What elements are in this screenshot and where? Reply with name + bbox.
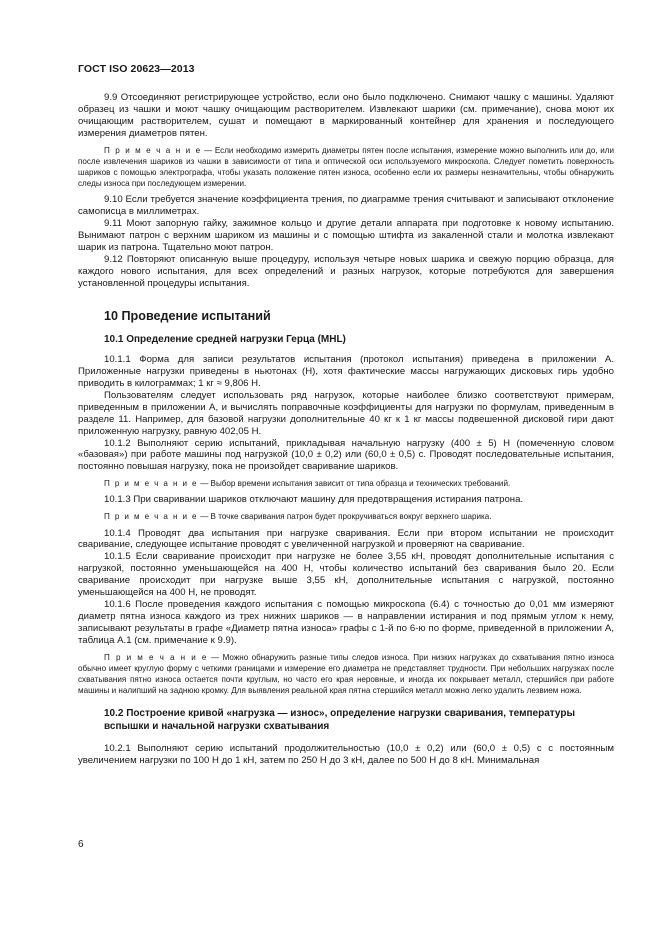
paragraph-9-10: 9.10 Если требуется значение коэффициента трения, по диаграмме трения считывают и записывают отклонение самописца в миллиметрах. <box>78 194 614 218</box>
note-label: П р и м е ч а н и е <box>104 512 198 522</box>
section-10-1-heading: 10.1 Определение средней нагрузки Герца (MHL) <box>104 333 346 345</box>
note-text: — Выбор времени испытания зависит от типа образца и технических требований. <box>197 479 511 489</box>
note-text: — Если необходимо измерить диаметры пятен после испытания, измерение можно выполнить или до, или после извлечения шариков из чашки в зависимости от типа и оптической оси используемого микроскопа. Следует пометить поверхность шариков с помощью электрографа, чтобы указать положение пятен износа, особенно если их размеры незначительны, чтобы обнаружить следы износа при последующем измерении. <box>78 145 614 189</box>
paragraph-10-1-5: 10.1.5 Если сваривание происходит при нагрузке не более 3,55 кН, проводят дополнительные испытания с нагрузкой, постоянно уменьшающейся на 400 Н, чтобы количество испытаний без сваривания было 20. Если сваривание происходит при нагрузке выше 3,55 кН, дополнительные испытания с нагрузкой, постоянно уменьшающейся на 400 Н, не проводят. <box>78 551 614 599</box>
section-10-2-heading: 10.2 Построение кривой «нагрузка — износ», определение нагрузки сваривания, температуры вспышки и начальной нагрузки схватывания <box>104 708 576 732</box>
page-content <box>78 92 614 767</box>
section-10-heading: 10 Проведение испытаний <box>104 308 271 323</box>
paragraph-10-1-2: 10.1.2 Выполняют серию испытаний, прикладывая начальную нагрузку (400 ± 5) Н (помеченную словом «базовая») при работе машины под нагрузкой (10,0 ± 0,2) или (60,0 ± 0,5) с. Проводят последовательные испытания, постоянно повышая нагрузку, пока не произойдет сваривание шариков. <box>78 437 614 473</box>
paragraph-9-12: 9.12 Повторяют описанную выше процедуру, используя четыре новых шарика и свежую порцию образца, для каждого нового испытания, для всех определений и разных нагрузок, которые потребуются для завершения установленной процедуры испытания. <box>78 253 614 289</box>
note-label: П р и м е ч а н и е <box>104 479 198 489</box>
paragraph-9-11: 9.11 Моют запорную гайку, зажимное кольцо и другие детали аппарата при подготовке к новому испытанию. Вынимают патрон с верхним шариком из машины и с помощью штифта из закаленной стали и молотка извлекают шарик из патрона. Тщательно моют патрон. <box>78 218 614 254</box>
note-9-9 <box>78 145 614 190</box>
paragraph-9-9: 9.9 Отсоединяют регистрирующее устройство, если оно было подключено. Снимают чашку с машины. Удаляют образец из чашки и моют чашку очищающим растворителем. Извлекают шарики (см. примечание), снова моют их очищающим растворителем, сушат и помещают в маркированный контейнер для хранения и последующего измерения диаметров пятен. <box>78 92 614 139</box>
document-header: ГОСТ ISO 20623—2013 <box>78 63 195 75</box>
paragraph-10-1-3: 10.1.3 При сваривании шариков отключают машину для предотвращения истирания патрона. <box>104 494 524 506</box>
paragraph-10-1-6: 10.1.6 После проведения каждого испытания с помощью микроскопа (6.4) с точностью до 0,01 мм измеряют диаметр пятна износа каждого из трех нижних шариков — в направлении истирания и под прямым углом к нему, записывают результаты в графе «Диаметр пятна износа» графы с 1-й по 6-ю по форме, приведенной в приложении А, таблица А.1 (см. примечание к 9.9). <box>78 599 614 646</box>
paragraph-10-2-1: 10.2.1 Выполняют серию испытаний продолжительностью (10,0 ± 0,2) или (60,0 ± 0,5) с с постоянным увеличением нагрузки по 100 Н до 1 кН, затем по 250 Н до 3 кН, далее по 500 Н до 8 кН. Минимальная <box>78 743 614 767</box>
note-text: — В точке сваривания патрон будет прокручиваться вокруг верхнего шарика. <box>197 512 492 522</box>
note-weld-point <box>78 511 614 522</box>
note-time <box>78 478 614 489</box>
paragraph-10-1-4: 10.1.4 Проводят два испытания при нагрузке сваривания. Если при втором испытании не происходит сваривание, следующее испытание проводят с увеличенной нагрузкой и проверяют на сваривание. <box>78 527 614 551</box>
paragraph-users: Пользователям следует использовать ряд нагрузок, которые наиболее близко соответствуют примерам, приведенным в приложении А, и вычислять поправочные коэффициенты для нагрузки по формулам, приведенным в разделе 11. Например, для базовой нагрузки дополнительные 40 кг к 1 кг массы подвешенной дисковой гири дают приложенную нагрузку, равную 402,05 Н. <box>78 389 614 437</box>
note-label: П р и м е ч а н и е <box>104 145 202 155</box>
note-label: П р и м е ч а н и е <box>104 652 208 662</box>
page-number: 6 <box>78 839 84 850</box>
note-wear-types <box>78 652 614 697</box>
note-text: — Можно обнаружить разные типы следов износа. При низких нагрузках до схватывания пятно износа обычно имеет круглую форму с четкими границами и измерение его диаметра не представляет трудности. При небольших нагрузках после схватывания пятно износа остается почти круглым, но часто его края неровные, и иногда их покрывает металл, стершийся при работе машины и налипший на заднюю кромку. Для выявления реальной края пятна стершийся металл можно легко удалить лезвием ножа. <box>78 652 614 696</box>
paragraph-10-1-1: 10.1.1 Форма для записи результатов испытания (протокол испытания) приведена в приложении А. Приложенные нагрузки приведены в ньютонах (Н), хотя фактические массы нагружающих дисковых гирь удобно приводить в килограммах; 1 кг ≈ 9,806 Н. <box>78 354 614 389</box>
